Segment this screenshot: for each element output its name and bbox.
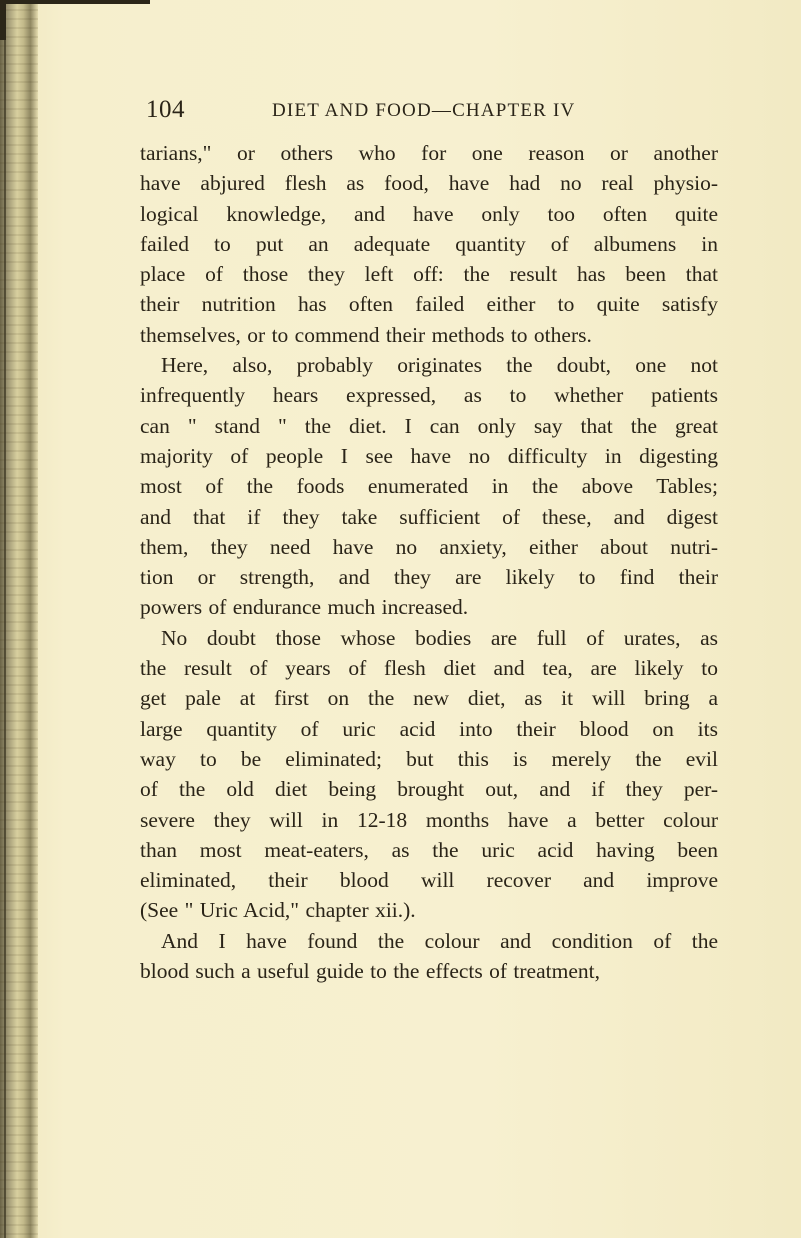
running-head: DIET AND FOOD—CHAPTER IV xyxy=(272,100,576,121)
body-text xyxy=(140,138,718,986)
text-line: tion or strength, and they are likely to find their xyxy=(140,565,718,590)
text-line: logical knowledge, and have only too often quite xyxy=(140,201,718,226)
text-line: large quantity of uric acid into their blood on its xyxy=(140,716,718,741)
text-line: tarians," or others who for one reason or another xyxy=(140,141,718,165)
text-line: can " stand " the diet. I can only say that the great xyxy=(140,413,718,438)
text-line: blood such a useful guide to the effects of treatment, xyxy=(140,959,600,984)
text-line: eliminated, their blood will recover and improve xyxy=(140,868,718,893)
page-number: 104 xyxy=(146,96,185,123)
text-line: No doubt those whose bodies are full of urates, as xyxy=(161,625,718,650)
text-line: way to be eliminated; but this is merely the evil xyxy=(140,746,718,771)
text-line: severe they will in 12-18 months have a better colour xyxy=(140,807,718,832)
text-line: Here, also, probably originates the doubt, one not xyxy=(161,353,718,378)
text-line: and that if they take sufficient of these, and digest xyxy=(140,504,718,529)
text-line: failed to put an adequate quantity of albumens in xyxy=(140,231,718,256)
text-line: their nutrition has often failed either to quite satisfy xyxy=(140,292,718,317)
text-line: powers of endurance much increased. xyxy=(140,595,469,620)
text-line: of the old diet being brought out, and if they per- xyxy=(140,777,718,802)
text-line: infrequently hears expressed, as to whether patients xyxy=(140,383,718,408)
text-line: have abjured flesh as food, have had no real physio- xyxy=(140,171,718,196)
page-corner xyxy=(0,0,38,40)
text-line: (See " Uric Acid," chapter xii.). xyxy=(140,898,416,923)
text-line: majority of people I see have no difficulty in digesting xyxy=(140,443,718,468)
text-line: place of those they left off: the result has been that xyxy=(140,262,718,287)
text-line: And I have found the colour and condition of the xyxy=(161,928,718,953)
text-line: themselves, or to commend their methods to others. xyxy=(140,322,592,347)
text-line: get pale at first on the new diet, as it will bring a xyxy=(140,686,718,711)
text-line: most of the foods enumerated in the above Tables; xyxy=(140,474,718,499)
binding-shadow-line xyxy=(4,0,6,1238)
text-line: the result of years of flesh diet and tea, are likely to xyxy=(140,656,718,681)
page-header xyxy=(146,96,746,132)
text-line: them, they need have no anxiety, either about nutri- xyxy=(140,534,718,559)
text-line: than most meat-eaters, as the uric acid having been xyxy=(140,837,718,862)
page-top-edge xyxy=(0,0,150,4)
